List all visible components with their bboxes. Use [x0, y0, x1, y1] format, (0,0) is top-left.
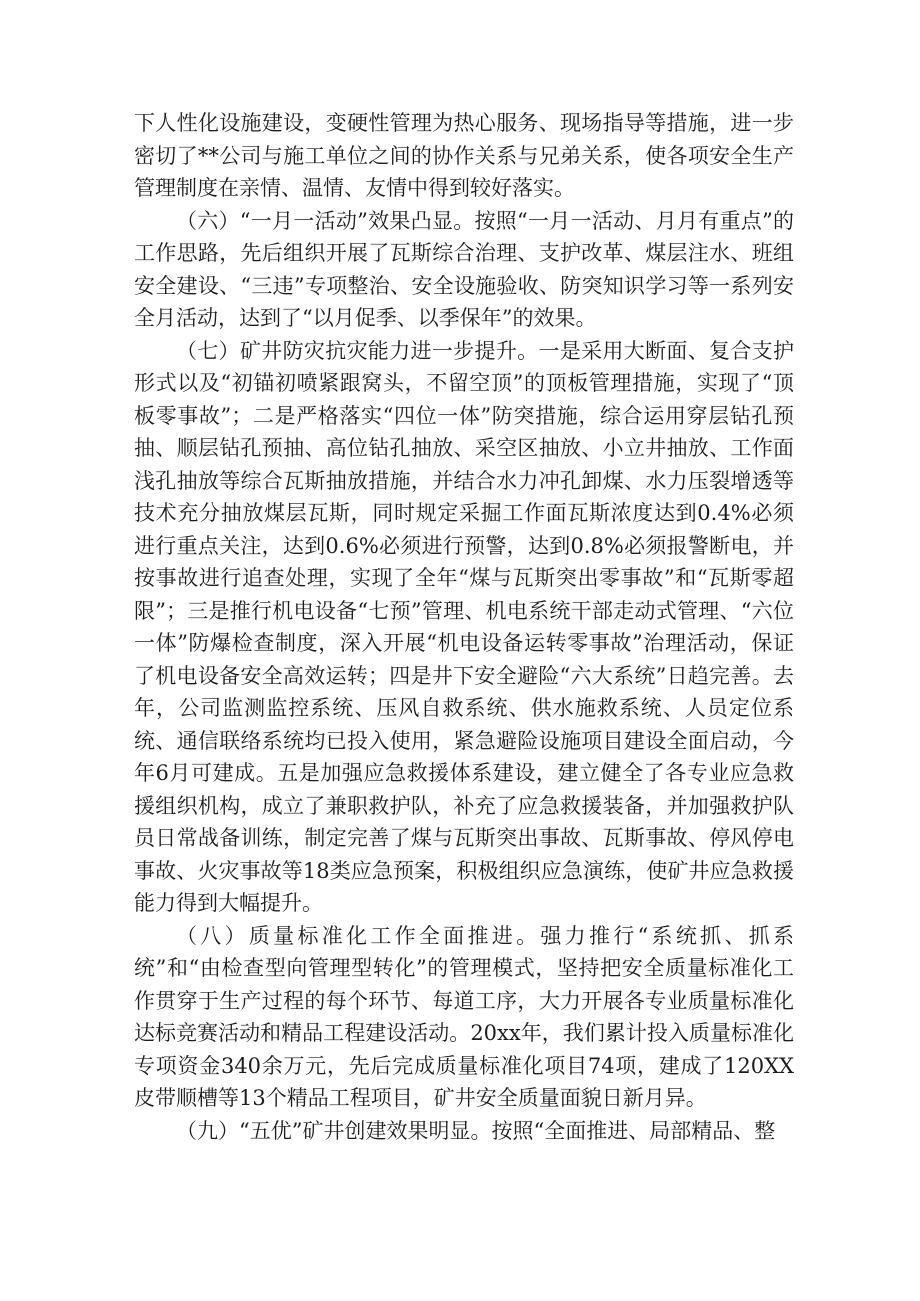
paragraph-section-9: （九）“五优”矿井创建效果明显。按照“全面推进、局部精品、整: [176, 1118, 776, 1143]
paragraph-section-8: （八）质量标准化工作全面推进。强力推行“系统抓、抓系统”和“由检查型向管理型转化”的管理模式，坚持把安全质量标准化工作贯穿于生产过程的每个环节、每道工序，大力开展各专业质量标准化达标竞赛活动和精品工程建设活动。20xx年，我们累计投入质量标准化专项资金340余万元，先后完成质量标准化项目74项，建成了120XX皮带顺槽等13个精品工程项目，矿井安全质量面貌日新月异。: [134, 923, 794, 1110]
paragraph-section-6: （六）“一月一活动”效果凸显。按照“一月一活动、月月有重点”的工作思路，先后组织开展了瓦斯综合治理、支护改革、煤层注水、班组安全建设、“三违”专项整治、安全设施验收、防突知识学习等一系列安全月活动，达到了“以月促季、以季保年”的效果。: [134, 208, 794, 330]
document-body: [134, 107, 794, 1147]
paragraph-section-7: （七）矿井防灾抗灾能力进一步提升。一是采用大断面、复合支护形式以及“初锚初喷紧跟窝头，不留空顶”的顶板管理措施，实现了“顶板零事故”；二是严格落实“四位一体”防突措施，综合运用穿层钻孔预抽、顺层钻孔预抽、高位钻孔抽放、采空区抽放、小立井抽放、工作面浅孔抽放等综合瓦斯抽放措施，并结合水力冲孔卸煤、水力压裂增透等技术充分抽放煤层瓦斯，同时规定采掘工作面瓦斯浓度达到0.4%必须进行重点关注，达到0.6%必须进行预警，达到0.8%必须报警断电，并按事故进行追查处理，实现了全年“煤与瓦斯突出零事故”和“瓦斯零超限”；三是推行机电设备“七预”管理、机电系统干部走动式管理、“六位一体”防爆检查制度，深入开展“机电设备运转零事故”治理活动，保证了机电设备安全高效运转；四是井下安全避险“六大系统”日趋完善。去年，公司监测监控系统、压风自救系统、供水施救系统、人员定位系统、通信联络系统均已投入使用，紧急避险设施项目建设全面启动，今年6月可建成。五是加强应急救援体系建设，建立健全了各专业应急救援组织机构，成立了兼职救护队，补充了应急救援装备，并加强救护队员日常战备训练，制定完善了煤与瓦斯突出事故、瓦斯事故、停风停电事故、火灾事故等18类应急预案，积极组织应急演练，使矿井应急救援能力得到大幅提升。: [134, 338, 794, 915]
paragraph-continuation: 下人性化设施建设，变硬性管理为热心服务、现场指导等措施，进一步密切了**公司与施工单位之间的协作关系与兄弟关系，使各项安全生产管理制度在亲情、温情、友情中得到较好落实。: [134, 111, 794, 200]
